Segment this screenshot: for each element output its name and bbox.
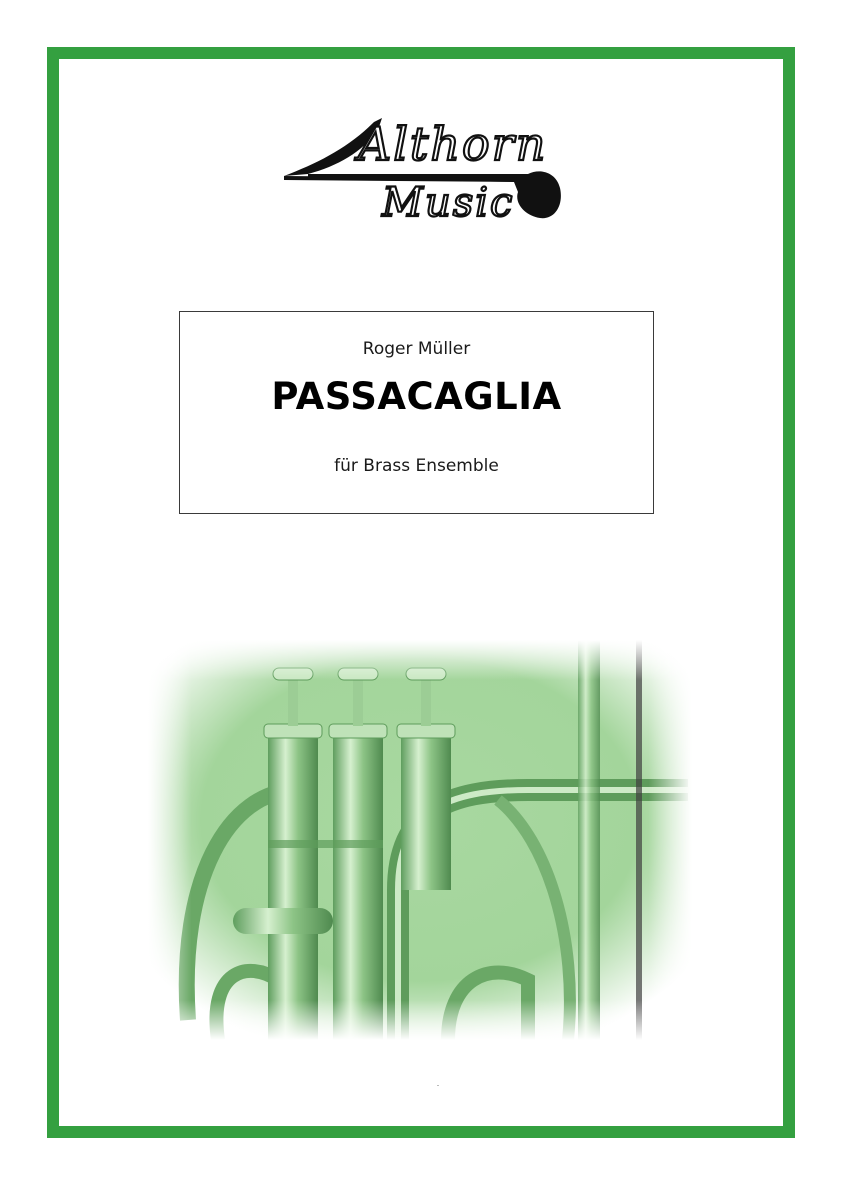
- logo-word-bottom: Music: [382, 180, 515, 226]
- logo-word-top: Althorn: [358, 117, 548, 171]
- title-block: [179, 311, 654, 514]
- althorn-music-logo: [278, 108, 564, 228]
- page-mark: [437, 1085, 439, 1086]
- composer-name: Roger Müller: [362, 339, 471, 359]
- piece-title: PASSACAGLIA: [271, 375, 562, 418]
- tenor-horn-valves-photo: [148, 640, 692, 1040]
- instrumentation-subtitle: für Brass Ensemble: [334, 456, 499, 476]
